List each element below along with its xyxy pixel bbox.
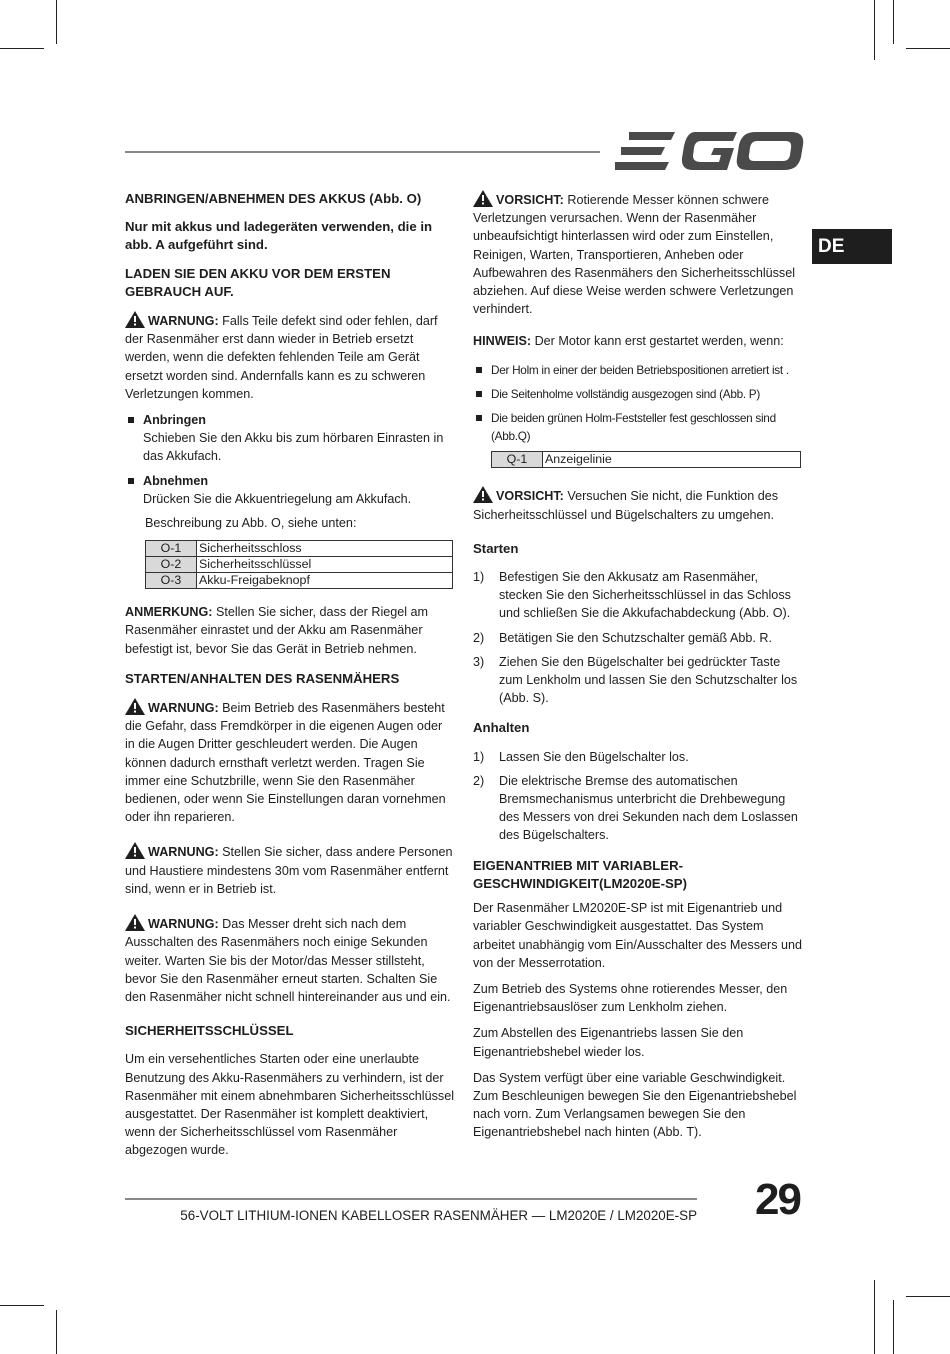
remove-title: Abnehmen bbox=[143, 473, 209, 488]
figure-o-table bbox=[145, 540, 453, 589]
header-rule bbox=[125, 151, 600, 153]
charge-before-use-heading: LADEN SIE DEN AKKU VOR DEM ERSTEN GEBRAUCH AUF. bbox=[125, 265, 391, 299]
warning-triangle-icon bbox=[473, 190, 493, 207]
section-heading-safety-key: SICHERHEITSSCHLÜSSEL bbox=[125, 1023, 294, 1039]
step-number: 1) bbox=[473, 749, 485, 764]
hint-motor-start bbox=[473, 332, 803, 350]
crop-mark bbox=[0, 1305, 44, 1306]
table-code: O-2 bbox=[146, 557, 197, 573]
table-code: Q-1 bbox=[492, 452, 543, 468]
warning-triangle-icon bbox=[125, 698, 145, 715]
drive-paragraph: Zum Betrieb des Systems ohne rotierendes Messer, den Eigenantriebsauslöser zum Lenkholm ziehen. bbox=[473, 981, 788, 1015]
attach-title: Anbringen bbox=[143, 413, 206, 428]
footer-title: 56-VOLT LITHIUM-IONEN KABELLOSER RASENMÄHER — LM2020E / LM2020E-SP bbox=[180, 1208, 697, 1223]
warning-label: WARNUNG: bbox=[148, 314, 219, 329]
hint-text: Der Motor kann erst gestartet werden, wenn: bbox=[531, 334, 784, 349]
attach-bullet bbox=[125, 411, 455, 466]
list-item bbox=[473, 748, 803, 766]
step-text: Befestigen Sie den Akkusatz am Rasenmäher, stecken Sie den Sicherheitsschlüssel in das Schloss und schließen Sie die Akkufachabdeckung (Abb. O). bbox=[499, 570, 791, 621]
warning-missing-parts bbox=[125, 311, 455, 403]
crop-mark bbox=[0, 48, 44, 49]
caution-bypass bbox=[473, 486, 803, 523]
step-number: 2) bbox=[473, 773, 485, 788]
list-item bbox=[473, 629, 803, 647]
warning-triangle-icon bbox=[125, 914, 145, 931]
drive-paragraph: Zum Abstellen des Eigenantriebs lassen Sie den Eigenantriebshebel wieder los. bbox=[473, 1026, 744, 1059]
warning-eyes bbox=[125, 698, 455, 826]
table-row bbox=[146, 541, 453, 557]
remove-bullet bbox=[125, 472, 455, 508]
note-latch bbox=[125, 603, 455, 658]
warning-text: Beim Betrieb des Rasenmähers besteht die Gefahr, dass Fremdkörper in die eigenen Augen oder in die Augen Dritter geschleudert werden. Die Augen können dadurch ernsthaft verletzt werden. Tragen Sie immer eine Schutzbrille, wenn Sie den Rasenmäher bedienen, oder wenn Sie Einstellungen daran vornehmen oder ihn reparieren. bbox=[125, 701, 446, 825]
warning-triangle-icon bbox=[473, 486, 493, 503]
table-code: O-1 bbox=[146, 541, 197, 557]
caution-label: VORSICHT: bbox=[496, 193, 564, 207]
warning-label: WARNUNG: bbox=[148, 845, 219, 860]
attach-text: Schieben Sie den Akku bis zum hörbaren Einrasten in das Akkufach. bbox=[143, 431, 444, 464]
drive-paragraph: Der Rasenmäher LM2020E-SP ist mit Eigenantrieb und variabler Geschwindigkeit ausgestattet. Das System arbeitet unabhängig vom Ein/Ausschalter des Messers und von der Messerrotation. bbox=[473, 901, 803, 970]
figure-q-table bbox=[491, 451, 801, 468]
footer-rule bbox=[125, 1198, 697, 1200]
list-item: Die beiden grünen Holm-Feststeller fest geschlossen sind (Abb.Q) bbox=[473, 409, 803, 445]
crop-mark bbox=[906, 1296, 950, 1297]
step-text: Die elektrische Bremse des automatischen Bremsmechanismus unterbricht die Drehbewegung des Messers von drei Sekunden nach dem Loslassen des Bügelschalters. bbox=[499, 773, 798, 843]
drive-paragraph: Das System verfügt über eine variable Geschwindigkeit. Zum Beschleunigen bewegen Sie den Eigenantriebshebel nach vorn. Zum Verlangsamen bewegen Sie den Eigenantriebshebel nach hinten (Abb. T). bbox=[473, 1070, 797, 1140]
crop-mark bbox=[906, 48, 950, 49]
warning-distance bbox=[125, 842, 455, 898]
warning-text: Falls Teile defekt sind oder fehlen, darf der Rasenmäher erst dann wieder in Betrieb ersetzt werden, wenn die defekten fehlenden Teile am Gerät ersetzt worden sind. Andernfalls kann es zu schweren Verletzungen kommen. bbox=[125, 314, 438, 401]
table-row bbox=[146, 557, 453, 573]
step-text: Betätigen Sie den Schutzschalter gemäß Abb. R. bbox=[499, 630, 773, 645]
table-label: Akku-Freigabeknopf bbox=[197, 573, 453, 589]
subheading-start: Starten bbox=[473, 540, 519, 556]
step-text: Lassen Sie den Bügelschalter los. bbox=[499, 749, 689, 764]
warning-blade bbox=[125, 914, 455, 1006]
caution-label: VORSICHT: bbox=[496, 489, 564, 504]
table-label: Sicherheitsschlüssel bbox=[197, 557, 453, 573]
hint-label: HINWEIS: bbox=[473, 334, 532, 349]
step-number: 3) bbox=[473, 654, 485, 669]
caution-text: Rotierende Messer können schwere Verletzungen verursachen. Wenn der Rasenmäher unbeaufsichtigt hinterlassen wird oder zum Einstellen, Reinigen, Warten, Transportieren, Anheben oder Aufbewahren des Rasenmähers den Sicherheitsschlüssel abziehen. Auf diese Weise werden schwere Verletzungen verhindert. bbox=[473, 193, 796, 317]
warning-text: Stellen Sie sicher, dass andere Personen und Haustiere mindestens 30m vom Rasenmäher entfernt sind, wenn er in Betrieb ist. bbox=[125, 845, 453, 896]
language-tab: DE bbox=[812, 229, 892, 264]
step-number: 1) bbox=[473, 570, 485, 585]
remove-text: Drücken Sie die Akkuentriegelung am Akkufach. bbox=[143, 491, 412, 506]
warning-triangle-icon bbox=[125, 842, 145, 859]
warning-label: WARNUNG: bbox=[148, 701, 219, 716]
crop-mark bbox=[56, 1310, 57, 1354]
table-row bbox=[146, 573, 453, 589]
list-item bbox=[473, 653, 803, 708]
warning-label: WARNUNG: bbox=[148, 917, 219, 932]
safety-key-text: Um ein versehentliches Starten oder eine unerlaubte Benutzung des Akku-Rasenmähers zu verhindern, ist der Rasenmäher mit einem abnehmbaren Sicherheitsschlüssel ausgestattet. Der Rasenmäher ist komplett deaktiviert, wenn der Sicherheitsschlüssel vom Rasenmäher abgezogen wurde. bbox=[125, 1052, 454, 1158]
step-text: Ziehen Sie den Bügelschalter bei gedrückter Taste zum Lenkholm und lassen Sie den Schutzschalter los (Abb. S). bbox=[499, 654, 798, 706]
step-number: 2) bbox=[473, 630, 485, 645]
list-item bbox=[473, 568, 803, 623]
table-code: O-3 bbox=[146, 573, 197, 589]
section-heading-self-propelled: EIGENANTRIEB MIT VARIABLER-GESCHWINDIGKEIT(LM2020E-SP) bbox=[473, 857, 687, 891]
section-heading-battery: ANBRINGEN/ABNEHMEN DES AKKUS (Abb. O) bbox=[125, 191, 422, 206]
warning-triangle-icon bbox=[125, 311, 145, 328]
crop-mark bbox=[874, 0, 875, 60]
list-item bbox=[473, 772, 803, 845]
figure-o-description: Beschreibung zu Abb. O, siehe unten: bbox=[145, 516, 357, 531]
right-column bbox=[473, 190, 803, 1150]
caution-blades bbox=[473, 190, 803, 318]
note-label: ANMERKUNG: bbox=[125, 605, 213, 620]
table-label: Anzeigelinie bbox=[543, 452, 801, 468]
list-item: Die Seitenholme vollständig ausgezogen sind (Abb. P) bbox=[473, 385, 803, 403]
table-label: Sicherheitsschloss bbox=[197, 541, 453, 557]
crop-mark bbox=[874, 1280, 875, 1354]
subheading-stop: Anhalten bbox=[473, 720, 530, 736]
caution-text: Versuchen Sie nicht, die Funktion des Sicherheitsschlüssel und Bügelschalters zu umgehen. bbox=[473, 489, 779, 522]
ego-logo bbox=[615, 128, 805, 174]
note-text: Stellen Sie sicher, dass der Riegel am Rasenmäher einrastet und der Akku am Rasenmäher befestigt ist, bevor Sie das Gerät in Betrieb nehmen. bbox=[125, 605, 429, 656]
table-row bbox=[492, 452, 801, 468]
crop-mark bbox=[56, 0, 57, 44]
list-item: Der Holm in einer der beiden Betriebspositionen arretiert ist . bbox=[473, 361, 803, 379]
battery-requirement-heading: Nur mit akkus und ladegeräten verwenden, die in abb. A aufgeführt sind. bbox=[125, 219, 433, 253]
page-number: 29 bbox=[755, 1175, 800, 1224]
section-heading-start-stop: STARTEN/ANHALTEN DES RASENMÄHERS bbox=[125, 670, 400, 686]
left-column bbox=[125, 190, 455, 1168]
warning-text: Das Messer dreht sich nach dem Ausschalten des Rasenmähers noch einige Sekunden weiter. Warten Sie bis der Motor/das Messer stillsteht, bevor Sie den Rasenmäher erneut starten. Schalten Sie den Rasenmäher nicht schnell hintereinander aus und ein. bbox=[125, 917, 451, 1004]
crop-mark bbox=[893, 1300, 894, 1354]
crop-mark bbox=[893, 0, 894, 44]
